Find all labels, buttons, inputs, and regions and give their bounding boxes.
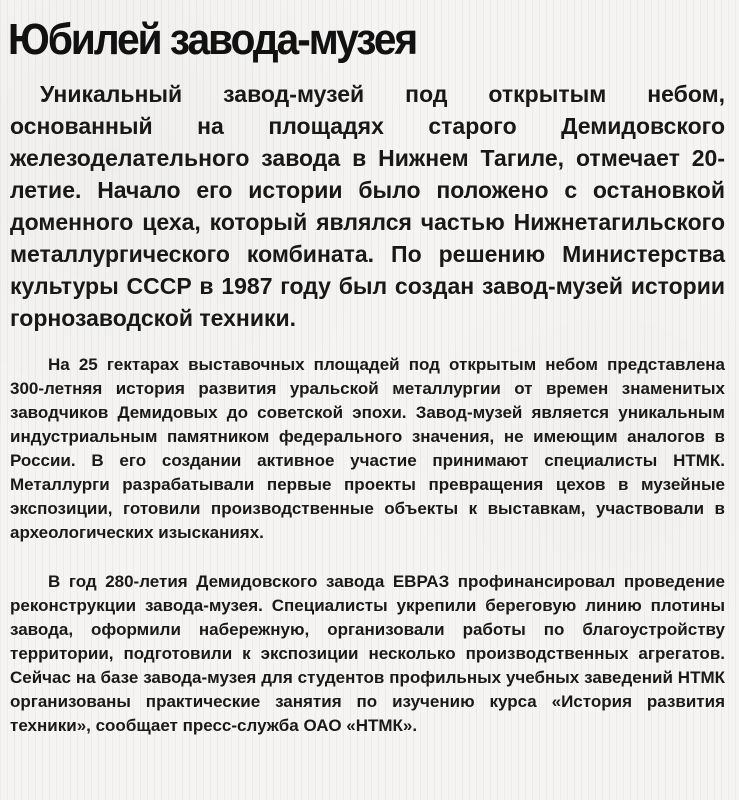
article-paragraph-1: На 25 гектарах выставочных площадей под открытым небом представлена 300-летняя история развития уральской металлургии от времен знаменитых заводчиков Демидовых до советской эпохи. Завод-музей является уникальным индустриальным памятником федерального значения, не имеющим аналогов в России. В его создании активное участие принимают специалисты НТМК. Металлурги разрабатывали первые проекты превращения цехов в музейные экспозиции, готовили производственные объекты к выставкам, участвовали в археологических изысканиях. [10, 355, 725, 542]
article-paragraph-2: В год 280-летия Демидовского завода ЕВРАЗ профинансировал проведение реконструкции завода-музея. Специалисты укрепили береговую линию плотины завода, оформили набережную, организовали работы по благоустройству территории, подготовили к экспозиции несколько производственных агрегатов. Сейчас на базе завода-музея для студентов профильных учебных заведений НТМК организованы практические занятия по изучению курса «История развития техники», сообщает пресс-служба ОАО «НТМК». [10, 572, 725, 735]
article-title: Юбилей завода-музея [8, 15, 417, 64]
bleed-through-texture [581, 0, 731, 28]
article-lead: Уникальный завод-музей под открытым небом, основанный на площадях старого Демидовского железоделательного завода в Нижнем Тагиле, отмечает 20-летие. Начало его истории было положено с остановкой доменного цеха, который являлся частью Нижнетагильского металлургического комбината. По решению Министерства культуры СССР в 1987 году был создан завод-музей истории горнозаводской техники. [10, 81, 725, 331]
